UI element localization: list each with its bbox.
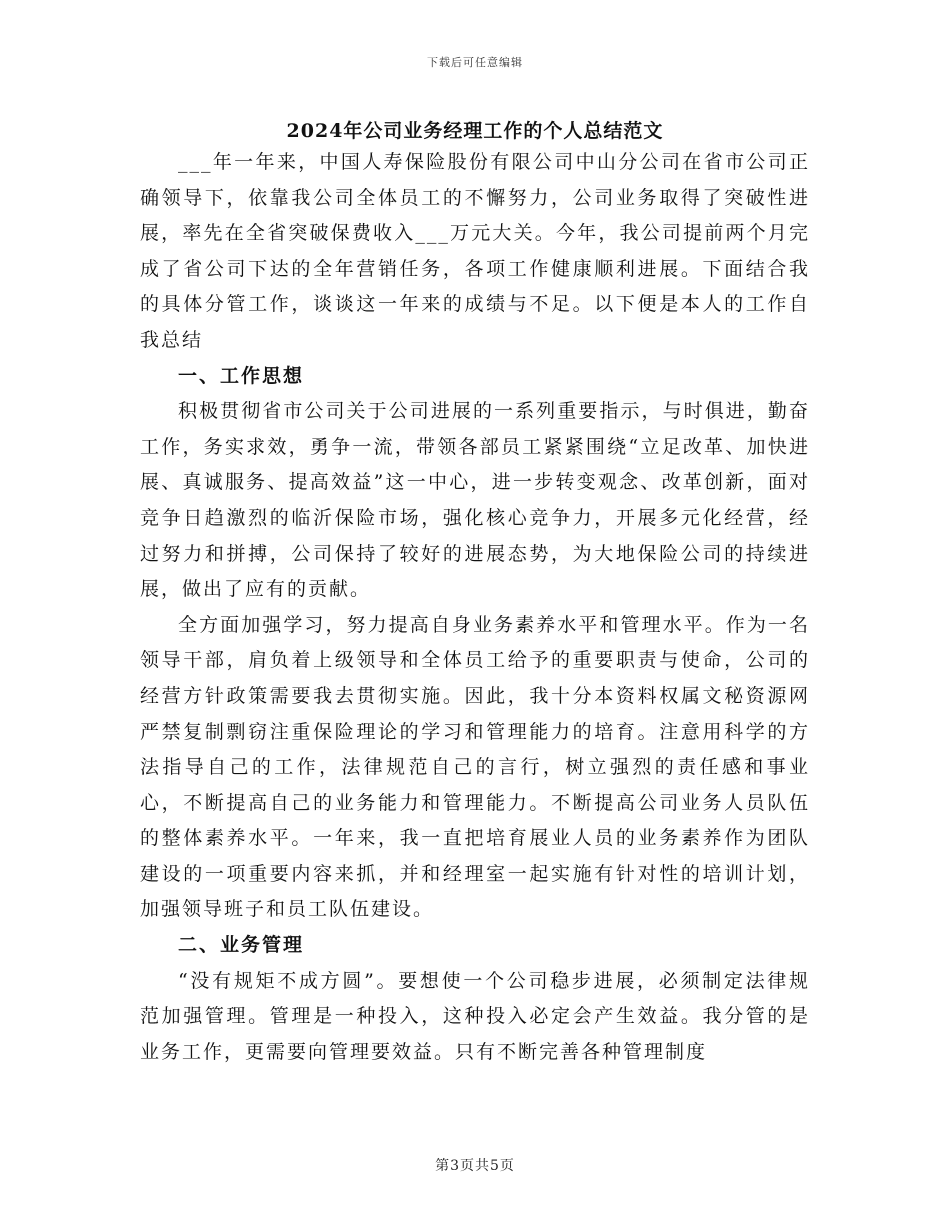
section1-paragraph-2: 全方面加强学习，努力提高自身业务素养水平和管理水平。作为一名领导干部，肩负着上级领导和全体员工给予的重要职责与使命，公司的经营方针政策需要我去贯彻实施。因此，我十分本资料权属文秘资源网严禁复制剽窃注重保险理论的学习和管理能力的培育。注意用科学的方法指导自己的工作，法律规范自己的言行，树立强烈的责任感和事业心，不断提高自己的业务能力和管理能力。不断提高公司业务人员队伍的整体素养水平。一年来，我一直把培育展业人员的业务素养作为团队建设的一项重要内容来抓，并和经理室一起实施有针对性的培训计划，加强领导班子和员工队伍建设。: [140, 613, 810, 921]
section-heading-business-management: 二、业务管理: [178, 934, 305, 957]
section-heading-work-thought: 一、工作思想: [178, 364, 305, 387]
section2-paragraph-1: “没有规矩不成方圆”。要想使一个公司稳步进展，必须制定法律规范加强管理。管理是一种投入，这种投入必定会产生效益。我分管的是业务工作，更需要向管理要效益。只有不断完善各种管理制度: [140, 969, 810, 1063]
page-number-footer: 第3页共5页: [435, 1158, 515, 1174]
intro-paragraph: ___年一年来，中国人寿保险股份有限公司中山分公司在省市公司正确领导下，依靠我公司全体员工的不懈努力，公司业务取得了突破性进展，率先在全省突破保费收入___万元大关。今年，我公司提前两个月完成了省公司下达的全年营销任务，各项工作健康顺利进展。下面结合我的具体分管工作，谈谈这一年来的成绩与不足。以下便是本人的工作自我总结: [140, 151, 810, 351]
header-note: 下载后可任意编辑: [427, 56, 523, 69]
document-title: 2024年公司业务经理工作的个人总结范文: [286, 120, 664, 142]
document-body: [140, 145, 810, 1070]
section1-paragraph-1: 积极贯彻省市公司关于公司进展的一系列重要指示，与时俱进，勤奋工作，务实求效，勇争一流，带领各部员工紧紧围绕“立足改革、加快进展、真诚服务、提高效益”这一中心，进一步转变观念、改革创新，面对竞争日趋激烈的临沂保险市场，强化核心竞争力，开展多元化经营，经过努力和拼搏，公司保持了较好的进展态势，为大地保险公司的持续进展，做出了应有的贡献。: [140, 400, 810, 601]
